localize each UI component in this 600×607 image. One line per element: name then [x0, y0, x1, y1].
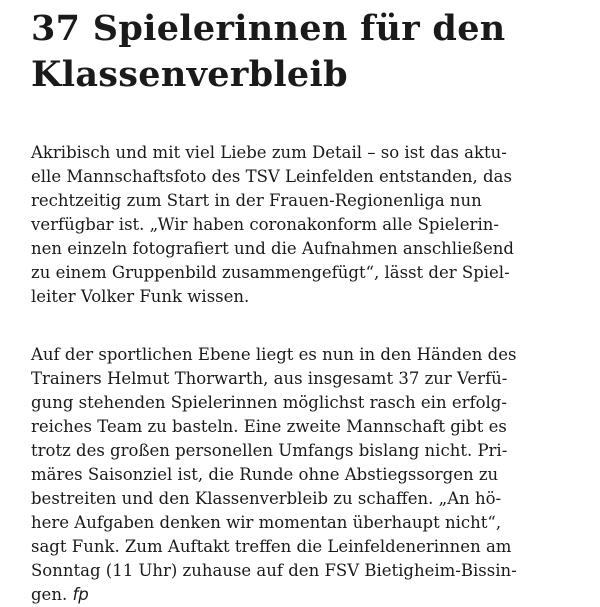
article-headline — [31, 6, 591, 98]
paragraph-line-text: gen. — [31, 585, 68, 604]
paragraph-line: märes Saisonziel ist, die Runde ohne Abstiegssorgen zu — [31, 465, 499, 484]
paragraph-last-line — [31, 583, 591, 607]
paragraph-line: zu einem Gruppenbild zusammengefügt“, lässt der Spiel- — [31, 263, 510, 282]
paragraph-line: elle Mannschaftsfoto des TSV Leinfelden entstanden, das — [31, 167, 512, 186]
article-paragraph-1 — [31, 141, 591, 309]
paragraph-line: Sonntag (11 Uhr) zuhause auf den FSV Bietigheim-Bissin- — [31, 561, 517, 580]
paragraph-line: verfügbar ist. „Wir haben coronakonform alle Spielerin- — [31, 215, 499, 234]
author-initials: fp — [72, 585, 89, 604]
headline-line: Klassenverbleib — [31, 54, 348, 95]
paragraph-line: reiches Team zu basteln. Eine zweite Mannschaft gibt es — [31, 417, 507, 436]
headline-line: 37 Spielerinnen für den — [31, 8, 506, 49]
paragraph-line: bestreiten und den Klassenverbleib zu schaffen. „An hö- — [31, 489, 502, 508]
paragraph-line: rechtzeitig zum Start in der Frauen-Regionenliga nun — [31, 191, 482, 210]
paragraph-line: Trainers Helmut Thorwarth, aus insgesamt 37 zur Verfü- — [31, 369, 508, 388]
paragraph-line: nen einzeln fotografiert und die Aufnahmen anschließend — [31, 239, 514, 258]
paragraph-line: leiter Volker Funk wissen. — [31, 287, 250, 306]
paragraph-line: sagt Funk. Zum Auftakt treffen die Leinfeldenerinnen am — [31, 537, 512, 556]
paragraph-line: here Aufgaben denken wir momentan überhaupt nicht“, — [31, 513, 502, 532]
paragraph-line: trotz des großen personellen Umfangs bislang nicht. Pri- — [31, 441, 508, 460]
paragraph-line: Akribisch und mit viel Liebe zum Detail – so ist das aktu- — [31, 143, 507, 162]
paragraph-line: gung stehenden Spielerinnen möglichst rasch ein erfolg- — [31, 393, 507, 412]
article-paragraph-2 — [31, 343, 591, 607]
paragraph-line: Auf der sportlichen Ebene liegt es nun in den Händen des — [31, 345, 517, 364]
